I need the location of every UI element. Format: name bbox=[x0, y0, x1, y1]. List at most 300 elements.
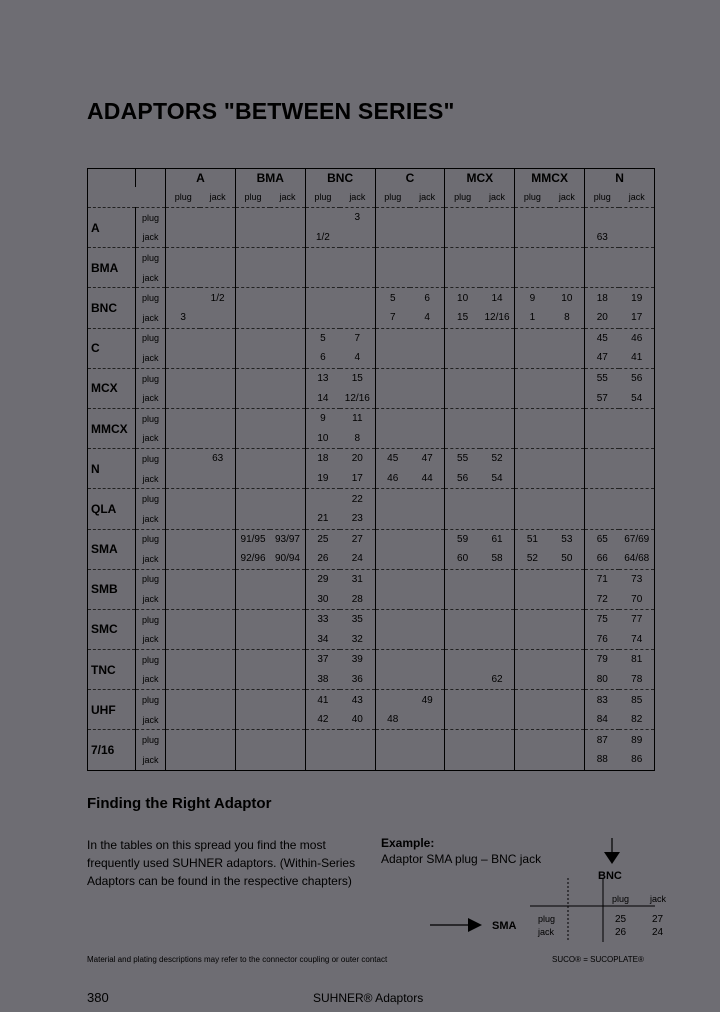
table-cell: 7 bbox=[340, 328, 375, 348]
table-cell bbox=[585, 208, 620, 228]
row-sub-plug: plug bbox=[136, 690, 166, 710]
table-cell bbox=[410, 489, 445, 509]
table-cell bbox=[550, 248, 585, 268]
table-cell: 76 bbox=[585, 629, 620, 649]
table-row bbox=[88, 288, 655, 308]
example-row-plug: plug bbox=[538, 914, 556, 924]
table-cell bbox=[305, 489, 340, 509]
table-cell bbox=[550, 469, 585, 489]
table-cell: 64/68 bbox=[624, 553, 650, 565]
table-row bbox=[88, 348, 655, 368]
table-row bbox=[88, 449, 655, 469]
row-label-SMC: SMC bbox=[88, 609, 136, 649]
table-cell: 12/16 bbox=[344, 392, 370, 404]
table-cell: 35 bbox=[340, 609, 375, 629]
table-cell bbox=[480, 429, 515, 449]
table-cell bbox=[515, 750, 550, 770]
table-cell: 38 bbox=[305, 670, 340, 690]
table-cell: 1/2 bbox=[200, 288, 235, 308]
row-sub-jack: jack bbox=[136, 750, 166, 770]
table-cell: 9 bbox=[305, 408, 340, 428]
table-cell bbox=[375, 549, 410, 569]
table-cell bbox=[619, 429, 654, 449]
row-sub-plug: plug bbox=[136, 328, 166, 348]
table-cell bbox=[515, 569, 550, 589]
table-cell bbox=[200, 629, 235, 649]
table-cell: 27 bbox=[340, 529, 375, 549]
row-label-SMA: SMA bbox=[88, 529, 136, 569]
table-cell: 22 bbox=[340, 489, 375, 509]
table-row bbox=[88, 569, 655, 589]
table-cell bbox=[200, 348, 235, 368]
corner-cell bbox=[88, 169, 136, 188]
column-header-a: A bbox=[166, 169, 236, 188]
table-cell bbox=[480, 589, 515, 609]
table-cell: 92/96 bbox=[235, 549, 270, 569]
table-row bbox=[88, 589, 655, 609]
example-cell: 26 bbox=[615, 927, 627, 938]
table-cell bbox=[235, 710, 270, 730]
table-cell bbox=[445, 730, 480, 750]
table-cell bbox=[305, 208, 340, 228]
table-cell bbox=[200, 690, 235, 710]
table-cell bbox=[200, 609, 235, 629]
subheader-jack: jack bbox=[279, 192, 296, 202]
table-cell bbox=[166, 408, 201, 428]
table-cell: 49 bbox=[410, 690, 445, 710]
row-label-BNC: BNC bbox=[88, 288, 136, 328]
table-cell bbox=[235, 388, 270, 408]
table-cell: 84 bbox=[585, 710, 620, 730]
table-cell bbox=[375, 248, 410, 268]
table-cell bbox=[619, 489, 654, 509]
table-cell bbox=[550, 670, 585, 690]
table-cell bbox=[410, 208, 445, 228]
table-cell: 18 bbox=[585, 288, 620, 308]
table-cell bbox=[480, 208, 515, 228]
table-cell bbox=[235, 449, 270, 469]
table-cell bbox=[585, 509, 620, 529]
table-cell bbox=[270, 609, 305, 629]
table-cell bbox=[445, 650, 480, 670]
table-cell bbox=[270, 408, 305, 428]
table-cell bbox=[375, 589, 410, 609]
table-cell bbox=[445, 268, 480, 288]
table-row bbox=[88, 208, 655, 228]
table-cell: 53 bbox=[550, 529, 585, 549]
table-cell bbox=[550, 429, 585, 449]
table-cell bbox=[166, 288, 201, 308]
table-cell bbox=[480, 509, 515, 529]
table-cell bbox=[410, 730, 445, 750]
table-cell: 20 bbox=[585, 308, 620, 328]
table-cell: 4 bbox=[424, 312, 430, 324]
example-cell: 27 bbox=[652, 914, 664, 925]
table-cell bbox=[550, 569, 585, 589]
example-col-jack: jack bbox=[650, 894, 667, 904]
table-cell bbox=[515, 509, 550, 529]
table-cell bbox=[410, 248, 445, 268]
table-cell bbox=[445, 429, 480, 449]
table-cell bbox=[585, 268, 620, 288]
table-cell bbox=[200, 208, 235, 228]
table-cell: 91/95 bbox=[235, 529, 270, 549]
row-sub-plug: plug bbox=[136, 650, 166, 670]
table-cell bbox=[270, 308, 305, 328]
table-cell bbox=[305, 288, 340, 308]
right-arrow-icon bbox=[468, 918, 482, 932]
table-cell: 41 bbox=[305, 690, 340, 710]
table-cell: 67/69 bbox=[619, 529, 654, 549]
table-row bbox=[88, 750, 655, 770]
table-cell bbox=[550, 408, 585, 428]
row-sub-jack: jack bbox=[136, 429, 166, 449]
table-cell bbox=[445, 408, 480, 428]
row-sub-jack: jack bbox=[136, 308, 166, 328]
table-cell bbox=[515, 208, 550, 228]
table-cell bbox=[585, 489, 620, 509]
table-cell: 18 bbox=[305, 449, 340, 469]
column-header-bnc: BNC bbox=[305, 169, 375, 188]
table-cell: 65 bbox=[585, 529, 620, 549]
table-cell bbox=[480, 750, 515, 770]
table-cell bbox=[375, 489, 410, 509]
table-cell bbox=[166, 368, 201, 388]
table-cell bbox=[235, 589, 270, 609]
row-label-MCX: MCX bbox=[88, 368, 136, 408]
footnote-right: SUCO® = SUCOPLATE® bbox=[552, 955, 644, 964]
corner-cell bbox=[136, 187, 166, 208]
table-cell bbox=[270, 469, 305, 489]
table-cell bbox=[585, 429, 620, 449]
table-row bbox=[88, 308, 655, 328]
table-cell bbox=[480, 489, 515, 509]
table-cell bbox=[445, 248, 480, 268]
table-cell: 74 bbox=[631, 633, 643, 645]
table-cell bbox=[340, 288, 375, 308]
table-cell: 10 bbox=[305, 429, 340, 449]
example-row-jack: jack bbox=[538, 927, 555, 937]
table-cell bbox=[550, 629, 585, 649]
table-cell bbox=[235, 469, 270, 489]
table-cell bbox=[166, 388, 201, 408]
table-cell bbox=[270, 569, 305, 589]
table-cell: 90/94 bbox=[274, 553, 300, 565]
table-cell: 3 bbox=[166, 308, 201, 328]
table-cell bbox=[200, 308, 235, 328]
row-sub-jack: jack bbox=[136, 228, 166, 248]
table-cell: 10 bbox=[550, 288, 585, 308]
adaptor-table bbox=[87, 168, 655, 771]
table-cell bbox=[515, 228, 550, 248]
table-cell: 46 bbox=[619, 328, 654, 348]
table-cell bbox=[375, 529, 410, 549]
table-cell bbox=[445, 589, 480, 609]
table-cell bbox=[375, 509, 410, 529]
table-cell bbox=[480, 629, 515, 649]
table-cell bbox=[515, 650, 550, 670]
table-cell: 63 bbox=[200, 449, 235, 469]
table-cell bbox=[166, 509, 201, 529]
table-cell: 41 bbox=[631, 352, 643, 364]
table-cell: 32 bbox=[351, 633, 363, 645]
table-cell bbox=[305, 248, 340, 268]
table-cell bbox=[270, 248, 305, 268]
table-cell: 14 bbox=[480, 288, 515, 308]
subheader-plug: plug bbox=[445, 187, 480, 208]
table-cell bbox=[340, 308, 375, 328]
row-label-C: C bbox=[88, 328, 136, 368]
table-cell: 5 bbox=[375, 288, 410, 308]
example-text: Adaptor SMA plug – BNC jack bbox=[381, 852, 542, 866]
table-row bbox=[88, 670, 655, 690]
table-cell bbox=[375, 629, 410, 649]
table-cell bbox=[515, 690, 550, 710]
table-cell bbox=[235, 509, 270, 529]
table-cell bbox=[340, 268, 375, 288]
table-cell bbox=[166, 670, 201, 690]
table-cell bbox=[375, 429, 410, 449]
table-row bbox=[88, 268, 655, 288]
row-sub-plug: plug bbox=[136, 368, 166, 388]
table-cell: 55 bbox=[445, 449, 480, 469]
table-cell bbox=[200, 268, 235, 288]
table-cell bbox=[445, 388, 480, 408]
table-cell bbox=[235, 429, 270, 449]
table-cell bbox=[200, 509, 235, 529]
row-sub-jack: jack bbox=[136, 388, 166, 408]
table-cell bbox=[375, 670, 410, 690]
row-sub-jack: jack bbox=[136, 509, 166, 529]
table-cell bbox=[235, 670, 270, 690]
table-cell: 45 bbox=[375, 449, 410, 469]
column-header-c: C bbox=[375, 169, 445, 188]
section-heading: Finding the Right Adaptor bbox=[87, 795, 272, 812]
table-cell: 25 bbox=[305, 529, 340, 549]
row-sub-jack: jack bbox=[136, 670, 166, 690]
table-cell: 45 bbox=[585, 328, 620, 348]
table-cell bbox=[410, 650, 445, 670]
row-label-MMCX: MMCX bbox=[88, 408, 136, 448]
table-cell bbox=[585, 449, 620, 469]
table-cell bbox=[480, 328, 515, 348]
table-cell: 31 bbox=[340, 569, 375, 589]
row-sub-plug: plug bbox=[136, 248, 166, 268]
table-cell: 46 bbox=[375, 469, 410, 489]
table-cell bbox=[200, 710, 235, 730]
table-cell bbox=[410, 228, 445, 248]
table-row bbox=[88, 690, 655, 710]
row-sub-plug: plug bbox=[136, 569, 166, 589]
table-cell bbox=[235, 208, 270, 228]
table-cell bbox=[270, 368, 305, 388]
table-cell bbox=[166, 730, 201, 750]
table-cell: 11 bbox=[340, 408, 375, 428]
row-sub-plug: plug bbox=[136, 489, 166, 509]
table-cell bbox=[445, 509, 480, 529]
table-cell bbox=[235, 228, 270, 248]
table-cell bbox=[375, 730, 410, 750]
table-cell bbox=[585, 408, 620, 428]
table-cell bbox=[166, 328, 201, 348]
table-cell: 24 bbox=[351, 553, 363, 565]
table-cell bbox=[200, 569, 235, 589]
table-cell bbox=[480, 248, 515, 268]
example-col-plug: plug bbox=[612, 894, 630, 904]
table-cell: 58 bbox=[491, 553, 503, 565]
table-cell bbox=[340, 248, 375, 268]
table-cell bbox=[200, 529, 235, 549]
subheader-plug: plug bbox=[235, 187, 270, 208]
table-cell: 19 bbox=[305, 469, 340, 489]
table-row bbox=[88, 710, 655, 730]
table-cell bbox=[270, 489, 305, 509]
subheader-jack: jack bbox=[489, 192, 506, 202]
table-cell bbox=[235, 489, 270, 509]
table-cell bbox=[166, 208, 201, 228]
table-cell bbox=[480, 388, 515, 408]
table-cell bbox=[200, 670, 235, 690]
table-cell bbox=[515, 449, 550, 469]
table-cell bbox=[550, 368, 585, 388]
corner-cell bbox=[88, 187, 136, 208]
table-cell: 29 bbox=[305, 569, 340, 589]
table-cell: 61 bbox=[480, 529, 515, 549]
subheader-jack: jack bbox=[349, 192, 366, 202]
table-cell bbox=[235, 348, 270, 368]
table-cell bbox=[550, 609, 585, 629]
table-cell: 14 bbox=[305, 388, 340, 408]
table-cell bbox=[200, 549, 235, 569]
table-cell bbox=[235, 268, 270, 288]
table-cell bbox=[515, 670, 550, 690]
table-cell: 6 bbox=[410, 288, 445, 308]
table-row bbox=[88, 650, 655, 670]
table-cell bbox=[270, 710, 305, 730]
table-row bbox=[88, 609, 655, 629]
table-cell bbox=[375, 368, 410, 388]
table-cell bbox=[410, 388, 445, 408]
table-cell: 83 bbox=[585, 690, 620, 710]
table-cell: 47 bbox=[585, 348, 620, 368]
table-cell bbox=[619, 208, 654, 228]
row-label-UHF: UHF bbox=[88, 690, 136, 730]
table-cell bbox=[375, 388, 410, 408]
table-cell bbox=[200, 368, 235, 388]
table-cell: 79 bbox=[585, 650, 620, 670]
table-cell bbox=[270, 388, 305, 408]
table-cell bbox=[200, 228, 235, 248]
table-cell: 5 bbox=[305, 328, 340, 348]
table-row bbox=[88, 529, 655, 549]
table-cell bbox=[550, 730, 585, 750]
table-cell: 71 bbox=[585, 569, 620, 589]
table-cell: 60 bbox=[445, 549, 480, 569]
table-cell bbox=[235, 569, 270, 589]
table-cell bbox=[480, 569, 515, 589]
table-cell: 72 bbox=[585, 589, 620, 609]
table-row bbox=[88, 509, 655, 529]
row-label-QLA: QLA bbox=[88, 489, 136, 529]
table-cell bbox=[550, 509, 585, 529]
table-row bbox=[88, 730, 655, 750]
table-cell bbox=[166, 750, 201, 770]
table-cell bbox=[585, 469, 620, 489]
table-cell: 85 bbox=[619, 690, 654, 710]
table-cell bbox=[515, 248, 550, 268]
table-cell bbox=[166, 489, 201, 509]
table-cell bbox=[550, 228, 585, 248]
table-cell: 48 bbox=[375, 710, 410, 730]
table-cell bbox=[515, 388, 550, 408]
table-cell: 80 bbox=[585, 670, 620, 690]
table-cell bbox=[515, 408, 550, 428]
table-cell: 78 bbox=[631, 673, 643, 685]
table-cell bbox=[375, 569, 410, 589]
column-header-n: N bbox=[585, 169, 655, 188]
table-cell bbox=[166, 650, 201, 670]
table-row bbox=[88, 368, 655, 388]
table-cell bbox=[166, 348, 201, 368]
table-cell bbox=[305, 268, 340, 288]
table-cell bbox=[340, 750, 375, 770]
table-cell bbox=[375, 650, 410, 670]
footnote: Material and plating descriptions may refer to the connector coupling or outer contact bbox=[87, 955, 388, 964]
table-cell: 56 bbox=[619, 368, 654, 388]
row-sub-plug: plug bbox=[136, 529, 166, 549]
table-cell bbox=[550, 489, 585, 509]
table-cell bbox=[200, 469, 235, 489]
table-cell bbox=[515, 489, 550, 509]
table-cell: 3 bbox=[340, 208, 375, 228]
table-cell bbox=[445, 328, 480, 348]
page-title: ADAPTORS "BETWEEN SERIES" bbox=[87, 98, 455, 124]
table-cell bbox=[235, 308, 270, 328]
table-cell bbox=[270, 449, 305, 469]
table-cell bbox=[270, 690, 305, 710]
subheader-jack: jack bbox=[209, 192, 226, 202]
table-cell bbox=[375, 328, 410, 348]
table-cell bbox=[166, 429, 201, 449]
table-cell bbox=[166, 710, 201, 730]
table-cell bbox=[375, 609, 410, 629]
table-cell: 40 bbox=[351, 714, 363, 726]
table-cell bbox=[410, 328, 445, 348]
table-cell bbox=[270, 208, 305, 228]
table-cell bbox=[166, 248, 201, 268]
table-cell: 15 bbox=[445, 308, 480, 328]
table-cell: 54 bbox=[491, 473, 503, 485]
table-cell bbox=[270, 228, 305, 248]
table-cell: 39 bbox=[340, 650, 375, 670]
table-cell: 52 bbox=[515, 549, 550, 569]
example-row-sma: SMA bbox=[492, 920, 517, 932]
table-cell bbox=[410, 710, 445, 730]
table-cell bbox=[270, 750, 305, 770]
table-cell bbox=[235, 328, 270, 348]
row-sub-jack: jack bbox=[136, 268, 166, 288]
example-column-bnc: BNC bbox=[598, 870, 622, 882]
table-row bbox=[88, 408, 655, 428]
table-cell bbox=[445, 368, 480, 388]
table-cell: 86 bbox=[631, 754, 643, 766]
table-cell bbox=[235, 368, 270, 388]
table-cell bbox=[515, 429, 550, 449]
table-cell: 43 bbox=[340, 690, 375, 710]
table-cell: 12/16 bbox=[484, 312, 510, 324]
table-cell: 54 bbox=[631, 392, 643, 404]
row-sub-jack: jack bbox=[136, 469, 166, 489]
